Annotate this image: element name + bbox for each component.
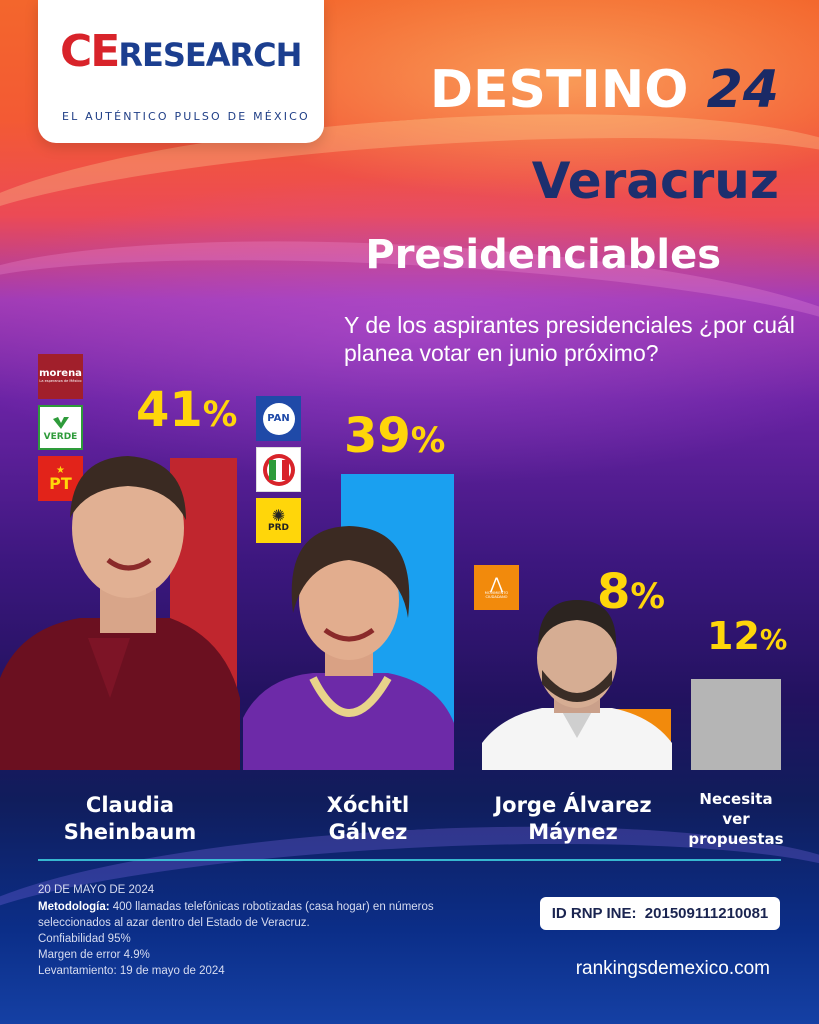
methodology-label: Metodología:	[38, 901, 110, 913]
methodology	[38, 901, 434, 913]
logo-ce: CE	[60, 26, 119, 77]
name-line: Necesita	[699, 790, 773, 808]
name-undecided	[681, 789, 791, 849]
prd-label: PRD	[268, 523, 289, 533]
mc-label: MOVIMIENTO CIUDADANO	[484, 590, 509, 599]
survey-date: 20 DE MAYO DE 2024	[38, 884, 155, 896]
morena-label: morena	[39, 368, 82, 380]
pt-label: PT	[49, 473, 72, 493]
name-line: Claudia	[85, 793, 175, 817]
star-icon: ★	[56, 464, 65, 476]
pct-maynez	[597, 564, 666, 620]
name-galvez	[278, 792, 458, 846]
eagle-icon: ⋀	[489, 573, 504, 593]
bar-undecided	[691, 679, 781, 770]
rnp-value: 201509111210081	[644, 905, 769, 922]
survey-question: Y de los aspirantes presidenciales ¿por cuál planea votar en junio próximo?	[344, 312, 795, 366]
title-number: 24	[706, 60, 779, 120]
divider	[38, 859, 781, 861]
pct-value: 12	[707, 614, 760, 658]
logo-tagline: EL AUTÉNTICO PULSO DE MÉXICO	[62, 110, 310, 123]
rnp-label: ID RNP INE:	[551, 905, 637, 922]
pct-symbol: %	[630, 577, 666, 617]
fieldwork-date: Levantamiento: 19 de mayo de 2024	[38, 965, 225, 977]
title-word: DESTINO	[429, 60, 689, 120]
confidence: Confiabilidad 95%	[38, 933, 131, 945]
website-link[interactable]: rankingsdemexico.com	[575, 958, 770, 979]
methodology-text-2: seleccionados al azar dentro del Estado de Veracruz.	[38, 917, 310, 929]
name-line: ver	[722, 810, 750, 828]
pct-value: 8	[597, 564, 631, 620]
pct-value: 39	[344, 408, 411, 464]
name-line: Máynez	[528, 820, 618, 844]
sun-icon: ✺	[271, 506, 286, 525]
logo-research: RESEARCH	[118, 36, 302, 74]
pct-symbol: %	[759, 625, 788, 656]
morena-sub: La esperanza de México	[39, 379, 82, 384]
name-line: Gálvez	[328, 820, 408, 844]
pct-value: 41	[136, 382, 203, 438]
state-title: Veracruz	[531, 152, 779, 210]
pct-symbol: %	[410, 421, 446, 461]
name-sheinbaum	[40, 792, 220, 846]
subtitle: Presidenciables	[365, 232, 721, 278]
error-margin: Margen de error 4.9%	[38, 949, 150, 961]
pan-label: PAN	[267, 413, 290, 424]
name-line: Sheinbaum	[63, 820, 197, 844]
maynez-photo	[482, 598, 672, 770]
verde-label: VERDE	[43, 432, 78, 442]
name-line: Jorge Álvarez	[494, 793, 652, 817]
pct-galvez	[344, 408, 446, 464]
rnp-id-box	[540, 897, 780, 930]
pct-undecided	[707, 614, 788, 658]
name-line: Xóchitl	[326, 793, 410, 817]
pct-sheinbaum	[136, 382, 238, 438]
pct-symbol: %	[202, 395, 238, 435]
name-line: propuestas	[688, 830, 784, 848]
sheinbaum-photo	[0, 448, 240, 770]
galvez-photo	[243, 518, 454, 770]
name-maynez	[478, 792, 668, 846]
methodology-text: 400 llamadas telefónicas robotizadas (casa hogar) en números	[109, 901, 434, 913]
